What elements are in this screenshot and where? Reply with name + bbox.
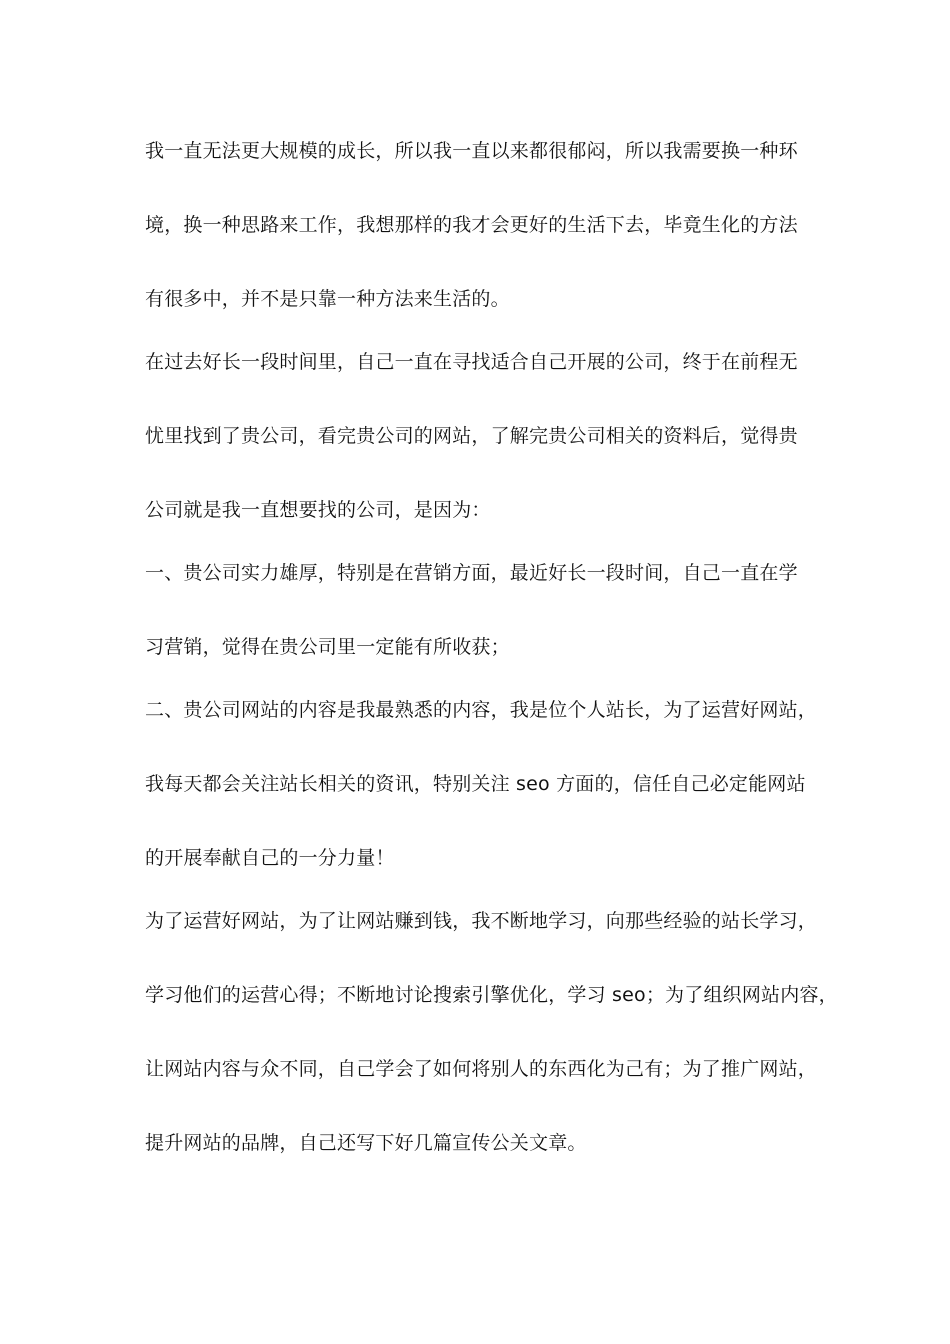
text-line: 二、贵公司网站的内容是我最熟悉的内容，我是位个人站长，为了运营好网站，	[145, 699, 818, 721]
text-line: 让网站内容与众不同，自己学会了如何将别人的东西化为己有；为了推广网站，	[145, 1058, 818, 1080]
text-line: 一、贵公司实力雄厚，特别是在营销方面，最近好长一段时间，自己一直在学	[145, 562, 798, 584]
text-line: 为了运营好网站，为了让网站赚到钱，我不断地学习，向那些经验的站长学习，	[145, 910, 818, 932]
text-line: 提升网站的品牌，自己还写下好几篇宣传公关文章。	[145, 1132, 587, 1154]
text-line: 我一直无法更大规模的成长，所以我一直以来都很郁闷，所以我需要换一种环	[145, 140, 798, 162]
text-line: 境，换一种思路来工作，我想那样的我才会更好的生活下去，毕竟生化的方法	[145, 214, 798, 236]
text-line: 学习他们的运营心得；不断地讨论搜索引擎优化，学习 seo；为了组织网站内容，	[145, 984, 838, 1006]
text-line: 有很多中，并不是只靠一种方法来生活的。	[145, 288, 510, 310]
text-line: 在过去好长一段时间里，自己一直在寻找适合自己开展的公司，终于在前程无	[145, 351, 798, 373]
text-line: 忧里找到了贵公司，看完贵公司的网站，了解完贵公司相关的资料后，觉得贵	[145, 425, 798, 447]
text-line: 公司就是我一直想要找的公司，是因为：	[145, 499, 491, 521]
text-line: 的开展奉献自己的一分力量！	[145, 847, 395, 869]
text-line: 习营销，觉得在贵公司里一定能有所收获；	[145, 636, 510, 658]
text-line: 我每天都会关注站长相关的资讯，特别关注 seo 方面的，信任自己必定能网站	[145, 773, 806, 795]
